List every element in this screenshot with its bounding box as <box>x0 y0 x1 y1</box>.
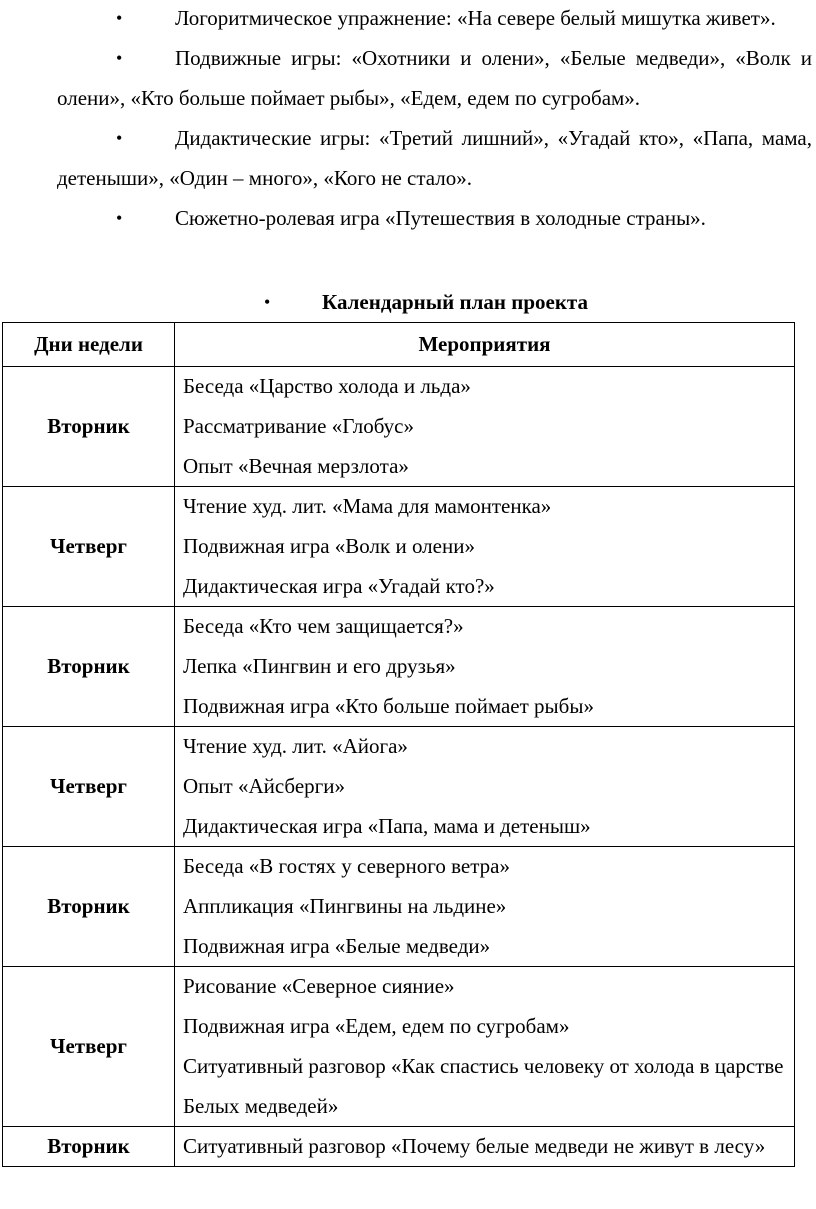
bullet-text: Подвижные игры: «Охотники и олени», «Белые медведи», «Волк и олени», «Кто больше поймает рыбы», «Едем, едем по сугробам». <box>57 46 812 110</box>
bullet-icon: • <box>116 128 123 148</box>
table-row <box>3 967 795 1127</box>
bullet-text: Логоритмическое упражнение: «На севере белый мишутка живет». <box>175 6 776 30</box>
table-row <box>3 367 795 487</box>
activity-item: Опыт «Айсберги» <box>183 774 346 798</box>
day-cell: Вторник <box>3 847 175 967</box>
table-body <box>3 367 795 1167</box>
activity-item: Аппликация «Пингвины на льдине» <box>183 894 507 918</box>
activity-item: Ситуативный разговор «Почему белые медведи не живут в лесу» <box>183 1134 766 1158</box>
activities-cell <box>175 607 795 727</box>
activity-item: Дидактическая игра «Папа, мама и детеныш» <box>183 814 591 838</box>
activity-item: Подвижная игра «Белые медведи» <box>183 934 491 958</box>
activities-cell <box>175 847 795 967</box>
bullet-item-role-play <box>0 198 816 238</box>
activity-item: Чтение худ. лит. «Мама для мамонтенка» <box>183 494 552 518</box>
activity-item: Чтение худ. лит. «Айога» <box>183 734 408 758</box>
plan-title: Календарный план проекта <box>322 290 588 314</box>
activity-item: Дидактическая игра «Угадай кто?» <box>183 574 495 598</box>
day-cell: Четверг <box>3 487 175 607</box>
activity-item: Опыт «Вечная мерзлота» <box>183 454 409 478</box>
activity-item: Ситуативный разговор «Как спастись человеку от холода в царстве Белых медведей» <box>183 1054 784 1118</box>
activity-item: Рисование «Северное сияние» <box>183 974 455 998</box>
activity-item: Подвижная игра «Кто больше поймает рыбы» <box>183 694 594 718</box>
day-cell: Вторник <box>3 367 175 487</box>
bullet-item-didactic-games <box>0 118 816 198</box>
table-row <box>3 1127 795 1167</box>
bullet-icon: • <box>116 208 123 228</box>
bullet-text: Сюжетно-ролевая игра «Путешествия в холодные страны». <box>175 206 706 230</box>
activities-cell <box>175 727 795 847</box>
activity-item: Подвижная игра «Волк и олени» <box>183 534 475 558</box>
header-activities: Мероприятия <box>175 323 795 367</box>
day-cell: Четверг <box>3 967 175 1127</box>
table-row <box>3 727 795 847</box>
bullet-icon: • <box>116 8 123 28</box>
activity-item: Рассматривание «Глобус» <box>183 414 414 438</box>
activities-cell <box>175 487 795 607</box>
day-cell: Вторник <box>3 1127 175 1167</box>
activities-cell <box>175 967 795 1127</box>
activity-item: Лепка «Пингвин и его друзья» <box>183 654 456 678</box>
table-row <box>3 607 795 727</box>
activity-item: Беседа «Царство холода и льда» <box>183 374 471 398</box>
table-header-row <box>3 323 795 367</box>
activity-item: Беседа «В гостях у северного ветра» <box>183 854 510 878</box>
table-row <box>3 487 795 607</box>
header-days: Дни недели <box>3 323 175 367</box>
activity-item: Беседа «Кто чем защищается?» <box>183 614 464 638</box>
activities-cell <box>175 367 795 487</box>
table-row <box>3 847 795 967</box>
calendar-plan-table <box>2 322 795 1167</box>
day-cell: Вторник <box>3 607 175 727</box>
plan-title-line <box>0 282 816 322</box>
bullet-item-logorhythmic <box>0 0 816 38</box>
bullet-icon: • <box>264 292 271 312</box>
bullet-item-outdoor-games <box>0 38 816 118</box>
bullet-icon: • <box>116 48 123 68</box>
intro-bullet-list <box>0 0 816 238</box>
day-cell: Четверг <box>3 727 175 847</box>
bullet-text: Дидактические игры: «Третий лишний», «Угадай кто», «Папа, мама, детеныши», «Один – много», «Кого не стало». <box>57 126 812 190</box>
activities-cell <box>175 1127 795 1167</box>
activity-item: Подвижная игра «Едем, едем по сугробам» <box>183 1014 570 1038</box>
